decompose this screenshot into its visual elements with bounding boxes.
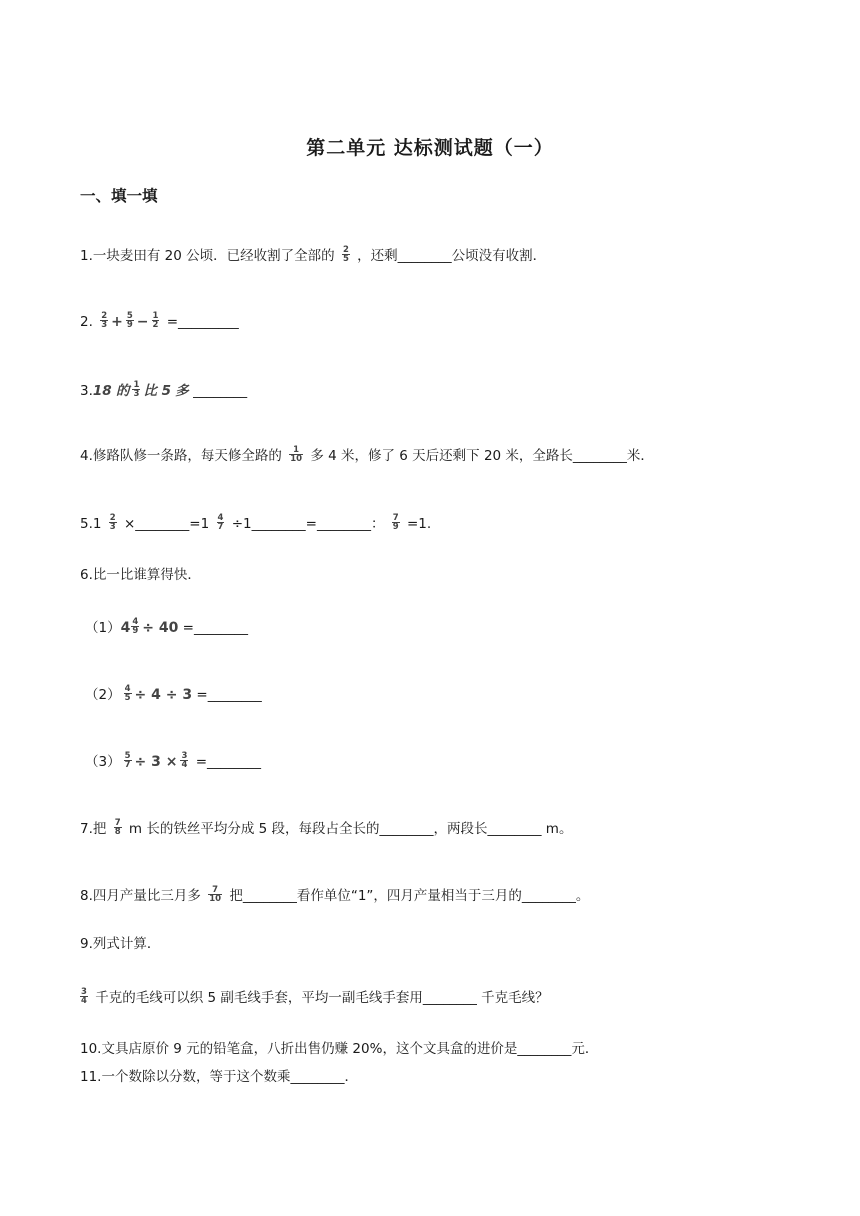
q3-text-a: 3. bbox=[80, 383, 93, 399]
q6-3-blank: =________ bbox=[195, 754, 261, 770]
question-6-1 bbox=[85, 616, 248, 640]
numerator: 1 bbox=[289, 446, 303, 455]
numerator: 2 bbox=[101, 310, 108, 321]
fraction-seven-tenths bbox=[208, 886, 222, 903]
q9-body: 千克的毛线可以织 5 副毛线手套，平均一副毛线手套用________ 千克毛线？ bbox=[95, 990, 549, 1006]
fraction-four-sevenths bbox=[217, 514, 225, 531]
q4-text-b: 多 4 米，修了 6 天后还剩下 20 米，全路长________米． bbox=[310, 448, 654, 464]
fraction-five-sevenths bbox=[124, 752, 132, 769]
q5-text-c: ÷1________=________： bbox=[231, 516, 385, 532]
numerator: 2 bbox=[342, 244, 349, 255]
denominator: 3 bbox=[109, 521, 116, 532]
numerator: 3 bbox=[81, 986, 87, 997]
q5-text-b: ×________=1 bbox=[124, 516, 210, 532]
q6-1-operator: ÷ 40 bbox=[142, 620, 179, 636]
fraction-two-thirds-b bbox=[109, 514, 117, 531]
denominator: 10 bbox=[209, 893, 222, 904]
fraction-four-ninths bbox=[131, 618, 139, 635]
numerator: 7 bbox=[392, 512, 399, 523]
denominator: 5 bbox=[124, 692, 131, 703]
denominator: 3 bbox=[101, 319, 108, 330]
question-2 bbox=[80, 310, 239, 334]
minus-sign: − bbox=[136, 314, 149, 330]
q3-number: 18 bbox=[92, 383, 112, 399]
q6-3-operator: ÷ 3 × bbox=[134, 754, 178, 770]
question-10: 10.文具店原价 9 元的铅笔盒，八折出售仍赚 20%，这个文具盒的进价是________元． bbox=[80, 1041, 599, 1057]
denominator: 9 bbox=[126, 319, 133, 330]
q3-duo: 多 bbox=[175, 383, 189, 399]
q8-text-b: 把________看作单位“1”，四月产量相当于三月的________。 bbox=[229, 888, 590, 904]
numerator: 5 bbox=[124, 750, 131, 761]
q6-2-label: （2） bbox=[85, 687, 121, 703]
q3-de: 的 bbox=[115, 383, 130, 399]
q6-2-blank: =________ bbox=[196, 687, 262, 703]
q7-text-a: 7.把 bbox=[80, 821, 107, 837]
denominator: 3 bbox=[133, 388, 140, 399]
fraction-seven-eighths bbox=[114, 819, 122, 836]
denominator: 4 bbox=[81, 995, 87, 1006]
q3-bi5: 比 5 bbox=[143, 383, 171, 399]
question-6-3 bbox=[85, 750, 261, 774]
denominator: 8 bbox=[114, 826, 121, 837]
fraction-one-tenth bbox=[289, 446, 303, 463]
q8-text-a: 8.四月产量比三月多 bbox=[80, 888, 201, 904]
question-5 bbox=[80, 512, 431, 536]
section-heading: 一、填一填 bbox=[80, 187, 158, 205]
numerator: 4 bbox=[124, 683, 131, 694]
mixed-whole: 4 bbox=[120, 620, 131, 636]
fraction-five-ninths bbox=[126, 312, 134, 329]
fraction-two-fifths bbox=[342, 246, 350, 263]
numerator: 4 bbox=[132, 616, 139, 627]
question-9: 9.列式计算． bbox=[80, 936, 161, 952]
q1-text-b: ，还剩________公顷没有收割． bbox=[357, 248, 547, 264]
denominator: 7 bbox=[124, 759, 131, 770]
q2-text-b: =_________ bbox=[166, 314, 239, 330]
q1-text-a: 1.一块麦田有 20 公顷．已经收割了全部的 bbox=[80, 248, 335, 264]
denominator: 4 bbox=[181, 759, 188, 770]
q5-text-d: =1. bbox=[406, 516, 432, 532]
fraction-three-fourths-b bbox=[80, 988, 88, 1005]
denominator: 9 bbox=[392, 521, 399, 532]
denominator: 9 bbox=[132, 625, 139, 636]
fraction-seven-ninths bbox=[392, 514, 400, 531]
numerator: 3 bbox=[181, 750, 188, 761]
q2-text-a: 2. bbox=[80, 314, 93, 330]
q5-text-a: 5.1 bbox=[80, 516, 102, 532]
question-8 bbox=[80, 884, 589, 908]
denominator: 10 bbox=[290, 453, 303, 464]
numerator: 7 bbox=[208, 886, 222, 895]
denominator: 5 bbox=[342, 253, 349, 264]
q7-text-b: m 长的铁丝平均分成 5 段，每段占全长的________，两段长________ m。 bbox=[128, 821, 573, 837]
numerator: 2 bbox=[109, 512, 116, 523]
q4-text-a: 4.修路队修一条路，每天修全路的 bbox=[80, 448, 282, 464]
fraction-four-fifths bbox=[124, 685, 132, 702]
q6-2-operator: ÷ 4 ÷ 3 bbox=[134, 687, 193, 703]
fraction-three-fourths bbox=[180, 752, 188, 769]
plus-sign: + bbox=[111, 314, 123, 330]
question-3 bbox=[80, 379, 247, 403]
denominator: 2 bbox=[152, 319, 159, 330]
numerator: 1 bbox=[152, 310, 159, 321]
fraction-one-half bbox=[152, 312, 160, 329]
numerator: 5 bbox=[126, 310, 133, 321]
question-6: 6.比一比谁算得快． bbox=[80, 567, 201, 583]
question-11: 11.一个数除以分数，等于这个数乘________． bbox=[80, 1069, 358, 1085]
fraction-one-third bbox=[132, 381, 140, 398]
q6-3-label: （3） bbox=[85, 754, 121, 770]
question-1 bbox=[80, 244, 546, 268]
fraction-two-thirds bbox=[100, 312, 108, 329]
question-7 bbox=[80, 817, 572, 841]
question-6-2 bbox=[85, 683, 262, 707]
page-title: 第二单元 达标测试题（一） bbox=[306, 137, 554, 159]
denominator: 7 bbox=[217, 521, 224, 532]
q6-1-blank: =________ bbox=[182, 620, 248, 636]
numerator: 4 bbox=[217, 512, 224, 523]
question-4 bbox=[80, 444, 654, 468]
q6-1-label: （1） bbox=[85, 620, 121, 636]
numerator: 1 bbox=[133, 379, 140, 390]
numerator: 7 bbox=[114, 817, 121, 828]
question-9-text bbox=[80, 986, 549, 1010]
q3-text-b: ________ bbox=[193, 383, 248, 399]
